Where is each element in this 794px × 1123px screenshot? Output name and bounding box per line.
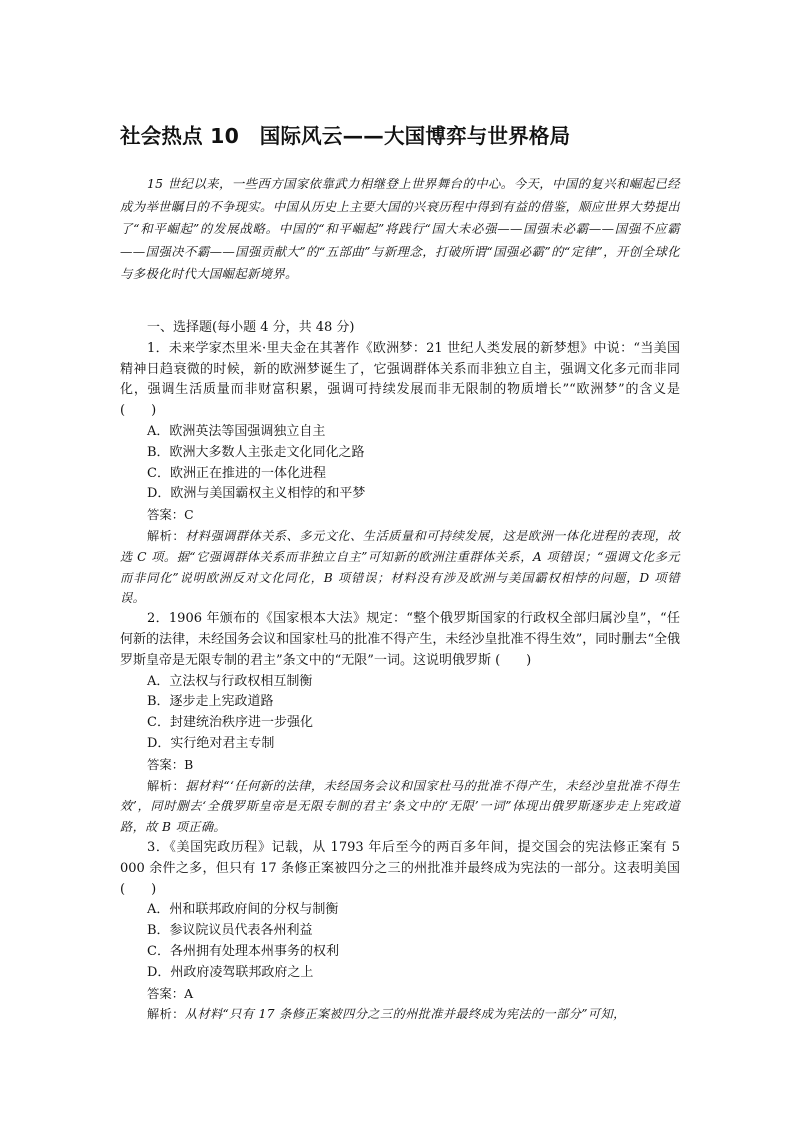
analysis-label: 解析：	[147, 528, 186, 543]
option-b: B．欧洲大多数人主张走文化同化之路	[147, 444, 365, 460]
analysis-label: 解析：	[147, 778, 186, 793]
option-d: D．欧洲与美国霸权主义相悖的和平梦	[147, 486, 366, 502]
section-heading: 一、选择题(每小题 4 分，共 48 分)	[147, 320, 355, 335]
analysis-label: 解析：	[147, 1007, 185, 1022]
option-c: C．欧洲正在推进的一体化进程	[147, 465, 326, 481]
option-b: B．参议院议员代表各州利益	[147, 923, 313, 939]
question-2	[120, 609, 680, 838]
page-title: 社会热点 10 国际风云——大国博弈与世界格局	[120, 124, 571, 148]
analysis-text: 据材料“‘任何新的法律，未经国务会议和国家杜马的批准不得产生，未经沙皇批准不得生效’，同时删去‘全俄罗斯皇帝是无限专制的君主’条文中的‘无限’一词”体现出俄罗斯逐步走上宪政道路，故 B 项正确。	[120, 778, 680, 835]
option-d: D．实行绝对君主专制	[147, 735, 275, 751]
answer: 答案：A	[147, 985, 194, 1001]
option-c: C．各州拥有处理本州事务的权利	[147, 943, 339, 959]
analysis-text: 材料强调群体关系、多元文化、生活质量和可持续发展，这是欧洲一体化进程的表现，故选 C 项。据“它强调群体关系而非独立自主”可知新的欧洲注重群体关系，A 项错误；“强调文化多元而非同化”说明欧洲反对文化同化，B 项错误；材料没有涉及欧洲与美国霸权相悖的问题，D 项错误。	[120, 528, 680, 606]
option-a: A．欧洲英法等国强调独立自主	[147, 423, 326, 439]
analysis	[120, 526, 680, 609]
option-c: C．封建统治秩序进一步强化	[147, 715, 313, 731]
question-stem: 3．《美国宪政历程》记载，从 1793 年后至今的两百多年间，提交国会的宪法修正案有 5 000 余件之多，但只有 17 条修正案被四分之三的州批准并最终成为宪法的一部分。这表明美国( )	[120, 839, 680, 897]
intro-paragraph	[120, 173, 680, 286]
option-d: D．州政府凌驾联邦政府之上	[147, 964, 314, 980]
option-b: B．逐步走上宪政道路	[147, 694, 274, 710]
choice-section	[120, 318, 680, 1025]
option-a: A．州和联邦政府间的分权与制衡	[147, 902, 339, 918]
question-1	[120, 339, 680, 609]
option-a: A．立法权与行政权相互制衡	[147, 673, 313, 689]
analysis	[120, 776, 680, 838]
intro-text: 15 世纪以来，一些西方国家依靠武力相继登上世界舞台的中心。今天，中国的复兴和崛起已经成为举世瞩目的不争现实。中国从历史上主要大国的兴衰历程中得到有益的借鉴，顺应世界大势提出了“和平崛起”的发展战略。中国的“和平崛起”将践行“国大未必强——国强未必霸——国强不应霸——国强决不霸——国强贡献大”的“五部曲”与新理念，打破所谓“国强必霸”的“定律”，开创全球化与多极化时代大国崛起新境界。	[120, 176, 680, 282]
analysis	[120, 1004, 680, 1025]
answer: 答案：B	[147, 756, 194, 772]
question-3	[120, 838, 680, 1025]
analysis-text: 从材料“只有 17 条修正案被四分之三的州批准并最终成为宪法的一部分”可知，	[184, 1007, 626, 1022]
answer: 答案：C	[147, 507, 194, 523]
question-stem: 2．1906 年颁布的《国家根本大法》规定：“整个俄罗斯国家的行政权全部归属沙皇”，“任何新的法律，未经国务会议和国家杜马的批准不得产生，未经沙皇批准不得生效”，同时删去“全俄罗斯皇帝是无限专制的君主”条文中的“无限”一词。这说明俄罗斯 ( )	[120, 611, 680, 668]
question-stem: 1．未来学家杰里米·里夫金在其著作《欧洲梦：21 世纪人类发展的新梦想》中说：“当美国精神日趋衰微的时候，新的欧洲梦诞生了，它强调群体关系而非独立自主，强调文化多元而非同化，强调生活质量而非财富积累，强调可持续发展而非无限制的物质增长”“欧洲梦”的含义是( )	[120, 340, 680, 419]
